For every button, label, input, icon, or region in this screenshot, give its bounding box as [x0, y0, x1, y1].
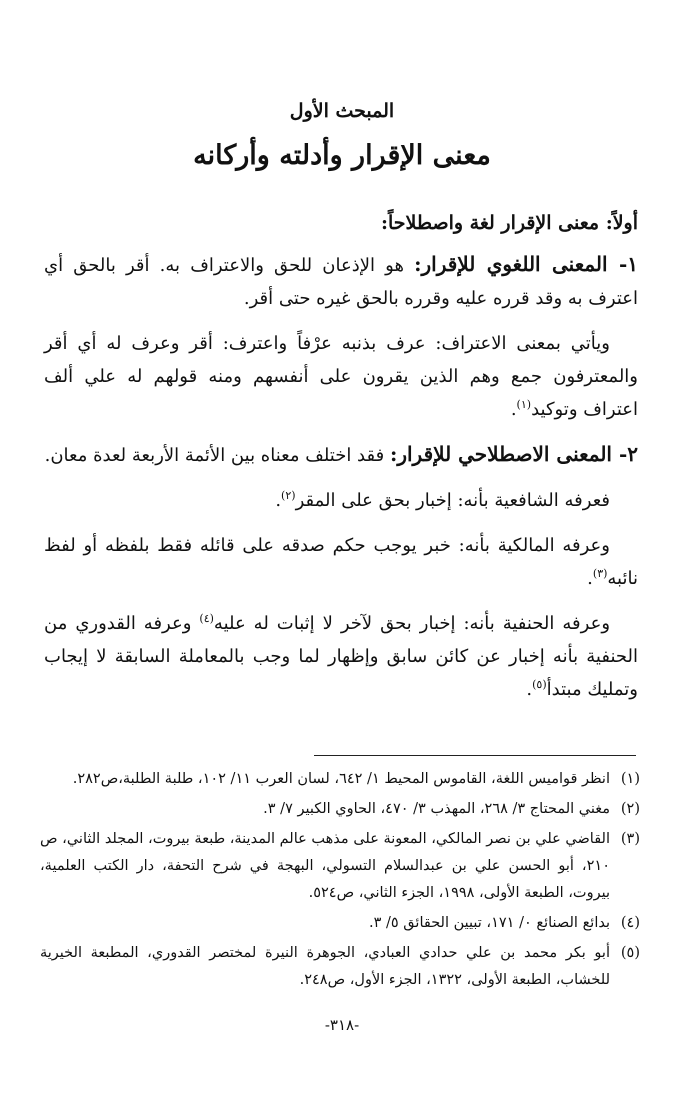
- footnote-text: مغني المحتاج ٣/ ٢٦٨، المهذب ٣/ ٤٧٠، الحاوي الكبير ٧/ ٣.: [263, 801, 610, 817]
- paragraph-hanafi: [44, 607, 638, 706]
- footnote-text: القاضي علي بن نصر المالكي، المعونة على مذهب عالم المدينة، طبعة بيروت، المجلد الثاني، ص ٢١٠، أبو الحسن علي بن عبدالسلام التسولي، البهجة في شرح التحفة، دار الكتب العلمية، بيروت، الطبعة الأولى، ١٩٩٨، الجزء الثاني، ص٥٢٤.: [40, 831, 610, 901]
- footnote-item: [40, 766, 640, 793]
- footnote-ref: (٢): [281, 489, 296, 502]
- footnote-text: أبو بكر محمد بن علي حدادي العبادي، الجوهرة النيرة لمختصر القدوري، المطبعة الخيرية للخشاب، الطبعة الأولى، ١٣٢٢، الجزء الأول، ص٢٤٨.: [40, 945, 610, 988]
- paragraph-linguistic: [44, 248, 638, 315]
- paragraph-end: .: [587, 568, 593, 589]
- footnote-ref: (٣): [592, 567, 608, 580]
- section-label: المبحث الأول: [289, 100, 395, 122]
- paragraph-text: فعرفه الشافعية بأنه: إخبار بحق على المقر: [295, 490, 610, 511]
- footnote-text: انظر قواميس اللغة، القاموس المحيط ١/ ٦٤٢، لسان العرب ١١/ ١٠٢، طلبة الطلبة،ص٢٨٢.: [72, 771, 610, 787]
- paragraph-text: هو الإذعان للحق والاعتراف به. أقر بالحق أي اعترف به وقد قرره عليه وقرره بالحق غيره حتى أقر.: [44, 255, 638, 309]
- body-text: [44, 208, 638, 718]
- paragraph-shafii: [44, 484, 638, 517]
- footnote-ref: (٥): [532, 678, 547, 691]
- paragraph-end: .: [275, 490, 282, 511]
- paragraph-technical: [44, 438, 638, 472]
- paragraph-text: وعرفه القدوري من الحنفية بأنه إخبار عن كائن سابق وإظهار لما وجب بالمعاملة السابقة لا إيجاب وتمليك مبتدأ: [44, 613, 638, 700]
- footnote-number: (٢): [620, 801, 640, 817]
- paragraph-lead: ٢- المعنى الاصطلاحي للإقرار:: [389, 442, 638, 466]
- paragraph-confession: [44, 327, 638, 426]
- paragraph-text: ويأتي بمعنى الاعتراف: عرف بذنبه عرْفاً واعترف: أقر وعرف له أي أقر والمعترفون جمع وهم الذين يقرون على أنفسهم ومنه قولهم له علي ألف اعتراف وتوكيد: [44, 333, 638, 420]
- footnote-ref: (١): [516, 398, 532, 411]
- paragraph-end: .: [526, 679, 533, 700]
- footnote-item: [40, 796, 640, 823]
- footnote-separator: [314, 755, 636, 756]
- footnotes: [40, 766, 640, 997]
- chapter-title: معنى الإقرار وأدلته وأركانه: [193, 140, 491, 171]
- paragraph-lead: ١- المعنى اللغوي للإقرار:: [414, 252, 638, 276]
- paragraph-text: وعرفه الحنفية بأنه: إخبار بحق لآخر لا إثبات له عليه: [213, 613, 611, 634]
- paragraph-maliki: [44, 529, 638, 595]
- footnote-number: (٥): [620, 945, 640, 961]
- footnote-number: (٤): [620, 915, 640, 931]
- page-number: -٣١٨-: [324, 1016, 360, 1034]
- footnote-item: [40, 940, 640, 994]
- footnote-number: (١): [620, 771, 640, 787]
- paragraph-text: وعرفه المالكية بأنه: خبر يوجب حكم صدقه على قائله فقط بلفظه أو لفظ نائبه: [44, 535, 638, 589]
- footnote-item: [40, 826, 640, 907]
- footnote-ref: (٤): [199, 612, 214, 625]
- paragraph-text: فقد اختلف معناه بين الأئمة الأربعة لعدة معان.: [44, 445, 390, 466]
- footnote-text: بدائع الصنائع ٠/ ١٧١، تبيين الحقائق ٥/ ٣.: [369, 915, 610, 931]
- subheading-first: أولاً: معنى الإقرار لغة واصطلاحاً:: [380, 212, 638, 234]
- footnote-number: (٣): [620, 831, 640, 847]
- paragraph-end: .: [510, 399, 517, 420]
- footnote-item: [40, 910, 640, 937]
